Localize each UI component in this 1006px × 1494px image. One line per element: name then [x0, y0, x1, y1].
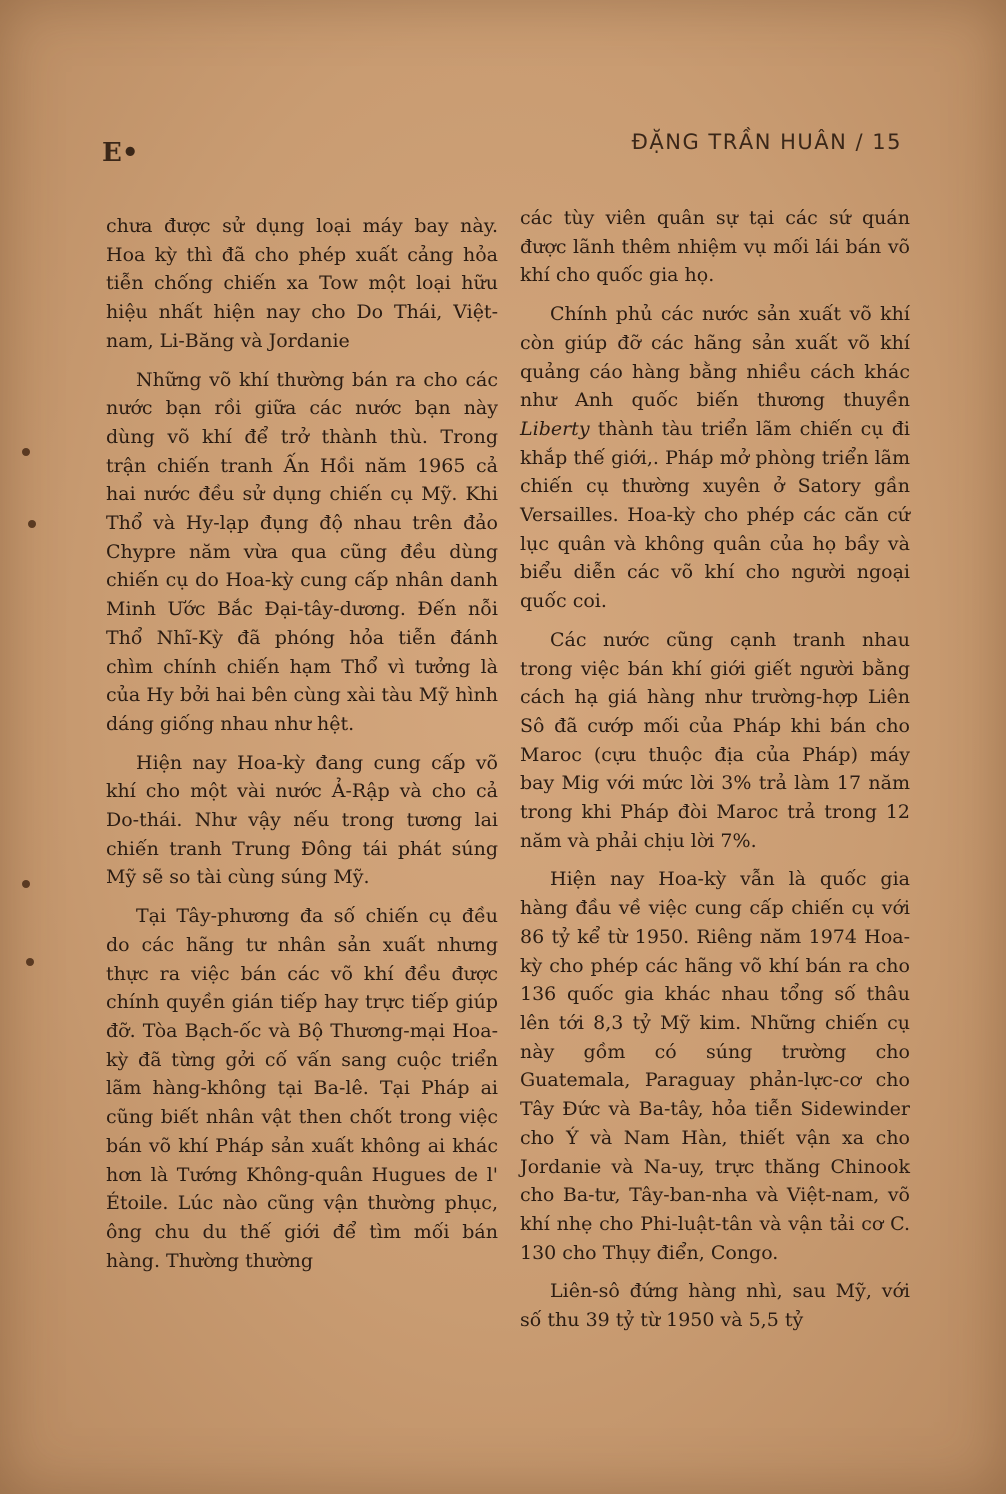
paragraph: Tại Tây-phương đa số chiến cụ đều do các hãng tư nhân sản xuất nhưng thực ra việc bán các võ khí đều được chính quyền gián tiếp hay trực tiếp giúp đỡ. Tòa Bạch-ốc và Bộ Thương-mại Hoa-kỳ đã từng gởi cố vấn sang cuộc triển lãm hàng-không tại Ba-lê. Tại Pháp ai cũng biết nhân vật then chốt trong việc bán võ khí Pháp sản xuất không ai khác hơn là Tướng Không-quân Hugues de l' Étoile. Lúc nào cũng vận thường phục, ông chu du thế giới để tìm mối bán hàng. Thường thường — [106, 905, 498, 1272]
paragraph: Hiện nay Hoa-kỳ vẫn là quốc gia hàng đầu về việc cung cấp chiến cụ với 86 tỷ kể từ 1950. Riêng năm 1974 Hoa-kỳ cho phép các hãng võ khí bán ra cho 136 quốc gia khác nhau tổng số thâu lên tới 8,3 tỷ Mỹ kim. Những chiến cụ này gồm có súng trường cho Guatemala, Paraguay phản-lực-cơ cho Tây Đức và Ba-tây, hỏa tiễn Sidewinder cho Ý và Nam Hàn, thiết vận xa cho Jordanie và Na-uy, trực thăng Chinook cho Ba-tư, Tây-ban-nha và Việt-nam, võ khí nhẹ cho Phi-luật-tân và vận tải cơ C. 130 cho Thụy điển, Congo. — [520, 868, 910, 1264]
running-head: ĐẶNG TRẦN HUÂN / 15 — [631, 130, 902, 154]
binding-hole-mark — [22, 880, 30, 888]
binding-hole-mark — [28, 520, 36, 528]
binding-hole-mark — [22, 448, 30, 456]
paragraph — [520, 300, 910, 616]
text-run: thành tàu triển lãm chiến cụ đi khắp thế giới,. Pháp mở phòng triển lãm chiến cụ thường xuyên ở Satory gần Versailles. Hoa-kỳ cho phép các căn cứ lục quân và không quân của họ bầy và biểu diễn các võ khí cho người ngoại quốc coi. — [520, 417, 910, 613]
section-mark: E• — [102, 138, 139, 168]
left-column — [106, 212, 498, 1285]
ship-name-italic: Liberty — [520, 417, 590, 440]
text-run: Chính phủ các nước sản xuất võ khí còn giúp đỡ các hãng sản xuất võ khí quảng cáo hàng bằng nhiều cách khác như Anh quốc biến thương thuyền — [520, 303, 910, 412]
paragraph: các tùy viên quân sự tại các sứ quán được lãnh thêm nhiệm vụ mối lái bán võ khí cho quốc gia họ. — [520, 207, 910, 287]
paragraph: Hiện nay Hoa-kỳ đang cung cấp võ khí cho một vài nước Ả-Rập và cho cả Do-thái. Như vậy nếu trong tương lai chiến tranh Trung Đông tái phát súng Mỹ sẽ so tài cùng súng Mỹ. — [106, 751, 498, 889]
right-column — [520, 204, 910, 1345]
paragraph: chưa được sử dụng loại máy bay này. Hoa kỳ thì đã cho phép xuất cảng hỏa tiễn chống chiến xa Tow một loại hữu hiệu nhất hiện nay cho Do Thái, Việt-nam, Li-Băng và Jordanie — [106, 215, 498, 352]
paragraph: Các nước cũng cạnh tranh nhau trong việc bán khí giới giết người bằng cách hạ giá hàng như trường-hợp Liên Sô đã cướp mối của Pháp khi bán cho Maroc (cựu thuộc địa của Pháp) máy bay Mig với mức lời 3% trả làm 17 năm trong khi Pháp đòi Maroc trả trong 12 năm và phải chịu lời 7%. — [520, 628, 910, 852]
paragraph: Liên-sô đứng hàng nhì, sau Mỹ, với số thu 39 tỷ từ 1950 và 5,5 tỷ — [520, 1280, 910, 1332]
binding-hole-mark — [26, 958, 34, 966]
paragraph: Những võ khí thường bán ra cho các nước bạn rồi giữa các nước bạn này dùng võ khí để trở thành thù. Trong trận chiến tranh Ấn Hồi năm 1965 cả hai nước đều sử dụng chiến cụ Mỹ. Khi Thổ và Hy-lạp đụng độ nhau trên đảo Chypre năm vừa qua cũng đều dùng chiến cụ do Hoa-kỳ cung cấp nhân danh Minh Ước Bắc Đại-tây-dương. Đến nỗi Thổ Nhĩ-Kỳ đã phóng hỏa tiễn đánh chìm chính chiến hạm Thổ vì tưởng là của Hy bởi hai bên cùng xài tàu Mỹ hình dáng giống nhau như hệt. — [106, 368, 498, 735]
